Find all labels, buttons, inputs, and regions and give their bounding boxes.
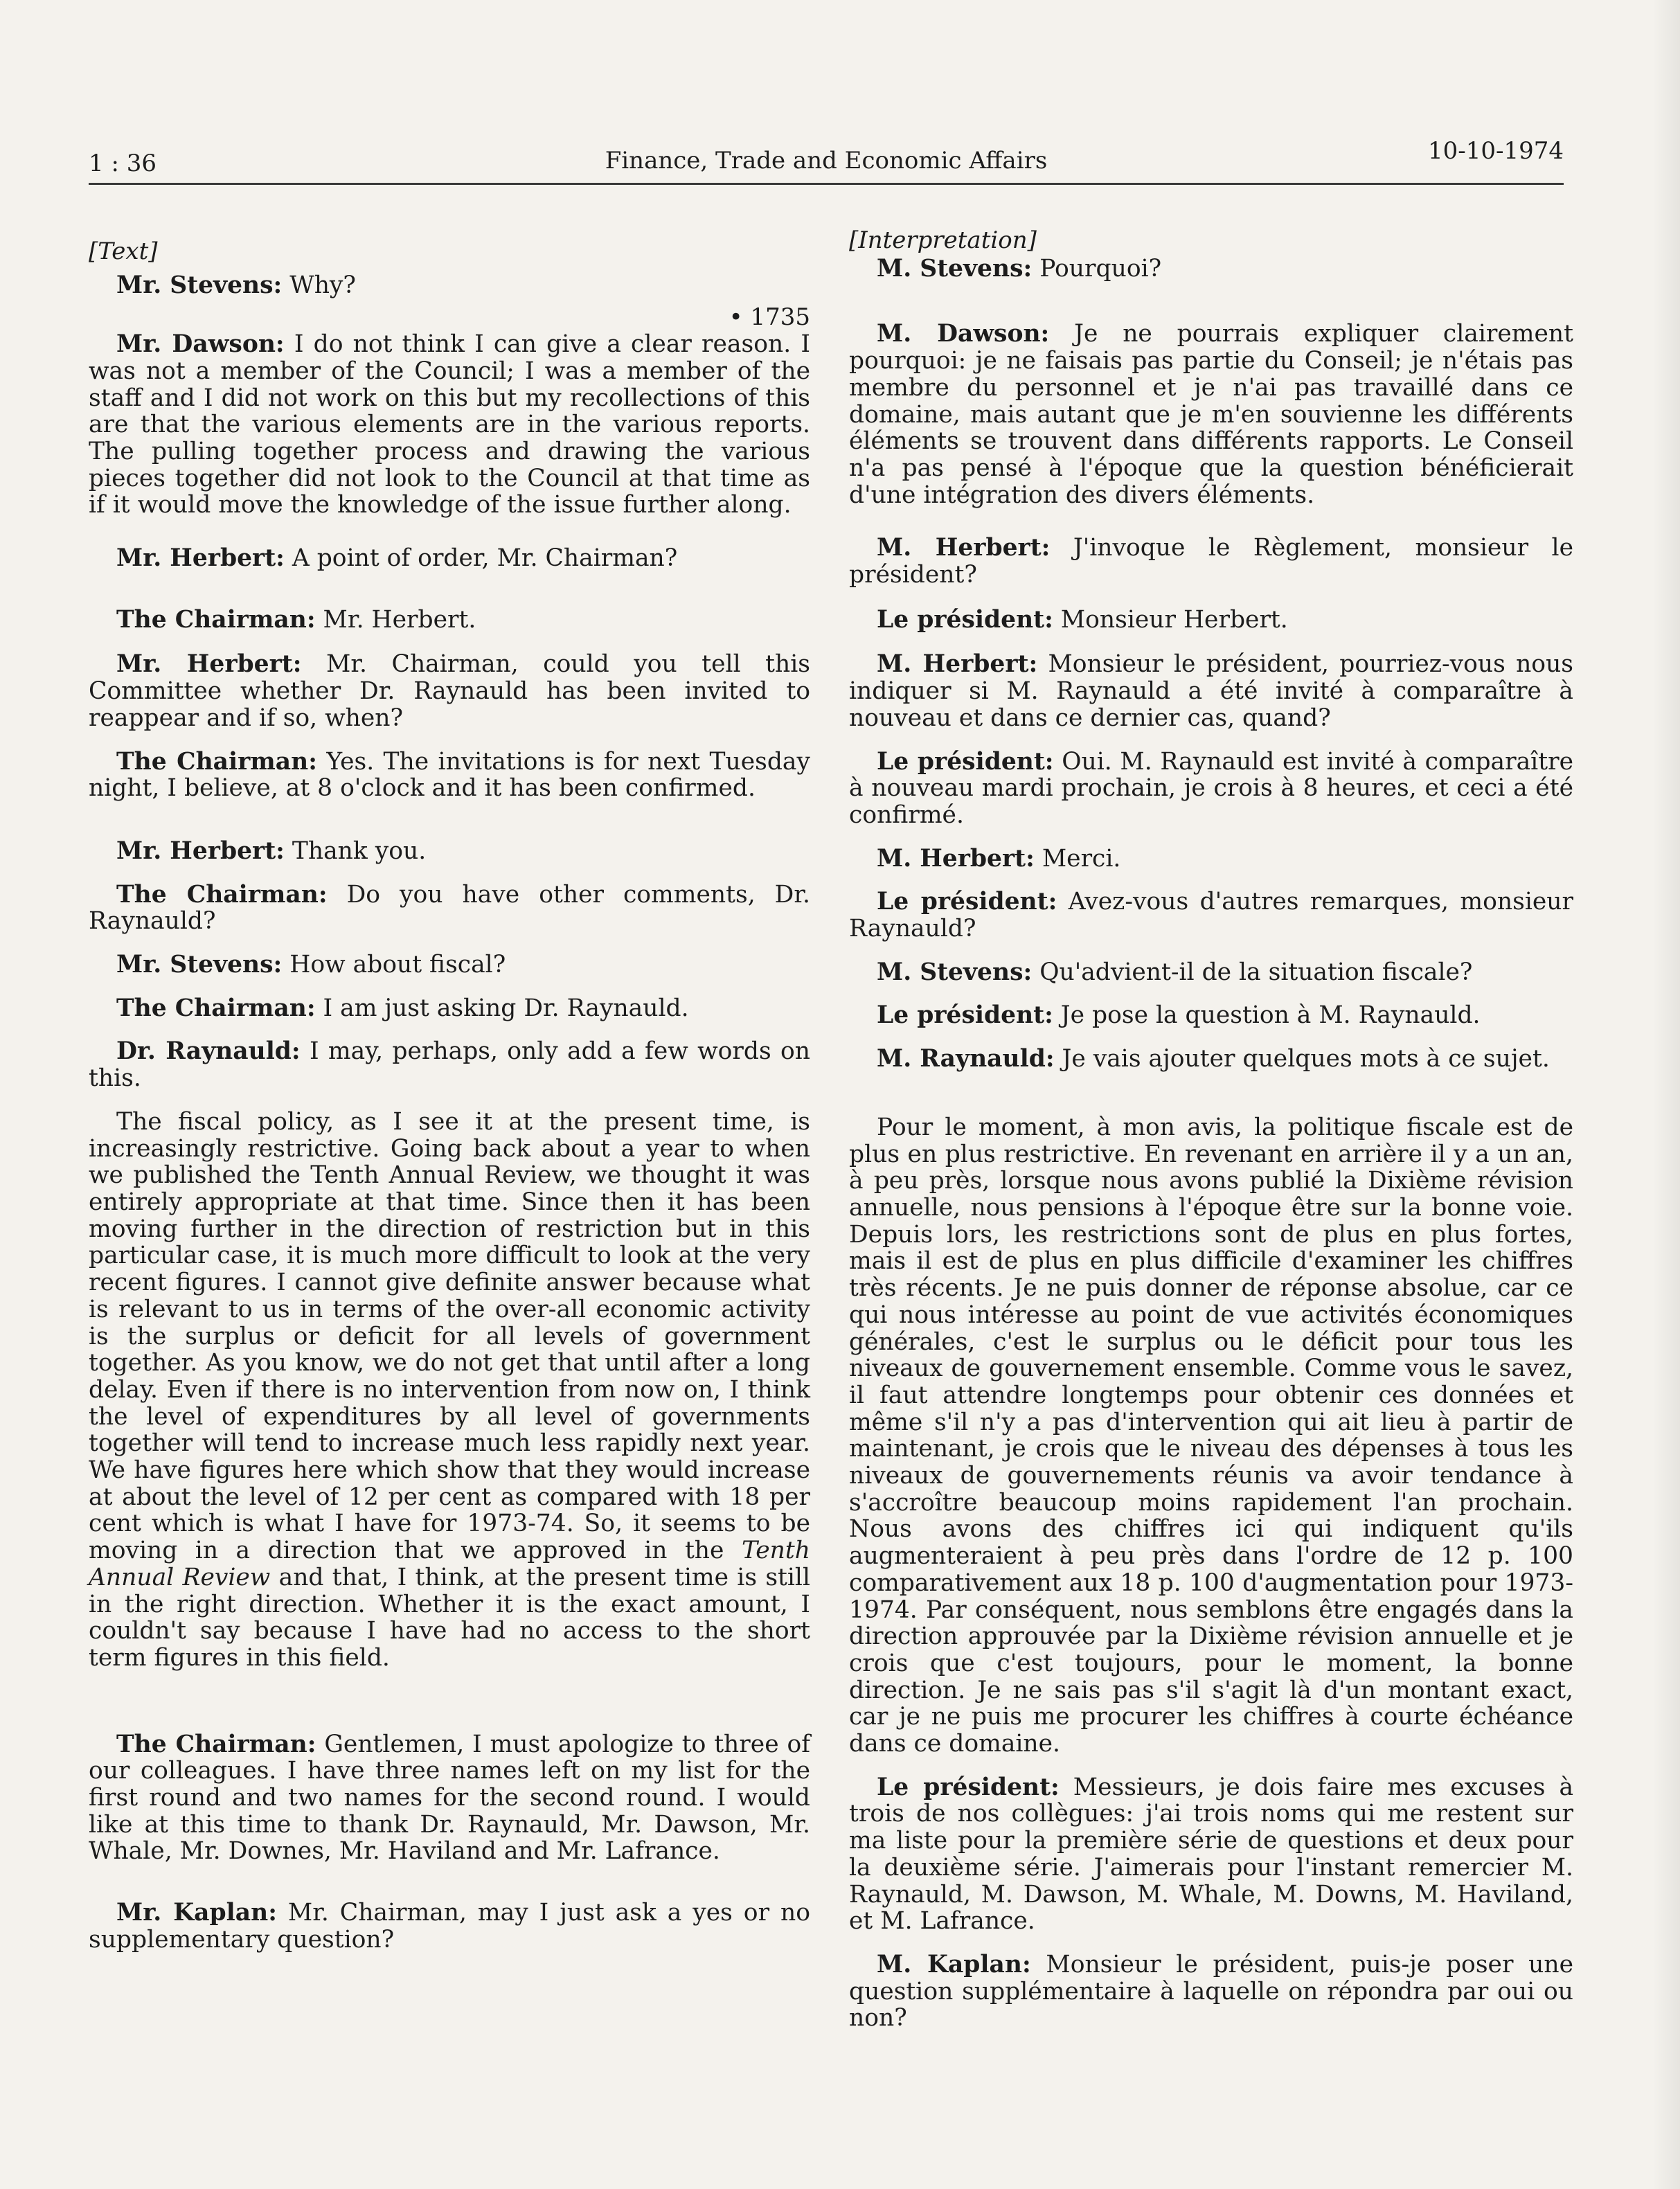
speech-text: Merci.: [1034, 844, 1121, 873]
speech-text: How about fiscal?: [282, 951, 506, 979]
speech-text: A point of order, Mr. Chairman?: [284, 544, 678, 573]
page-header: [89, 136, 1564, 185]
speech-text: Why?: [282, 271, 356, 299]
speaker-name: Le président:: [877, 747, 1054, 776]
header-date: 10-10-1974: [1427, 137, 1564, 165]
speaker-name: M. Dawson:: [877, 320, 1050, 348]
speech-paragraph: [89, 995, 810, 1022]
time-marker: • 1735: [729, 303, 810, 332]
speech-text: Messieurs, je dois faire mes excuses à trois de nos collègues: j'ai trois noms qui me restent sur ma liste pour la première série de questions et deux pour la deuxième série. J'aimerais pour l'instant remercier M. Raynauld, M. Dawson, M. Whale, M. Downs, M. Haviland, et M. Lafrance.: [849, 1773, 1574, 1936]
page-shadow: [1652, 0, 1680, 2189]
speech-paragraph: [89, 749, 810, 802]
speaker-name: Mr. Herbert:: [116, 544, 285, 573]
speech-paragraph: [89, 331, 810, 519]
speaker-name: The Chairman:: [116, 747, 317, 776]
speaker-name: M. Stevens:: [877, 958, 1033, 986]
speech-paragraph: [849, 959, 1573, 986]
speaker-name: Mr. Herbert:: [116, 837, 285, 865]
speech-text: I do not think I can give a clear reason. I was not a member of the Council; I was a member of the staff and I did not work on this but my recollections of this are that the various elements are in the various reports. The pulling together process and drawing the various pieces together did not look to the Council at that time as if it would move the knowledge of the issue further along.: [89, 330, 810, 519]
speech-text: Oui. M. Raynauld est invité à comparaître à nouveau mardi prochain, je crois à 8 heures, et ceci a été confirmé.: [849, 747, 1573, 829]
speech-text: Pourquoi?: [1032, 254, 1162, 283]
speech-text: Avez-vous d'autres remarques, monsieur Raynauld?: [849, 888, 1574, 943]
speaker-name: Mr. Stevens:: [116, 951, 283, 979]
speaker-name: M. Stevens:: [877, 254, 1033, 283]
speech-paragraph: [89, 1900, 810, 1953]
speaker-name: The Chairman:: [116, 1730, 316, 1758]
speech-paragraph: [849, 888, 1573, 942]
speech-text: Je ne pourrais expliquer clairement pourquoi: je ne faisais pas partie du Conseil; je n'étais pas membre du personnel et je n'ai pas travaillé dans ce domaine, mais autant que je m'en souvienne les différents éléments se trouvent dans différents rapports. Le Conseil n'a pas pensé à l'époque que la question bénéficierait d'une intégration des divers éléments.: [849, 320, 1573, 509]
speech-text: Mr. Herbert.: [315, 605, 476, 634]
speech-text: Monsieur le président, puis-je poser une question supplémentaire à laquelle on répondra par oui ou non?: [849, 1950, 1574, 2032]
speech-text: Do you have other comments, Dr. Raynauld?: [89, 880, 810, 936]
speaker-name: Mr. Dawson:: [116, 330, 285, 359]
speech-text: Mr. Chairman, may I just ask a yes or no supplementary question?: [89, 1899, 810, 1954]
speech-paragraph: [849, 749, 1573, 829]
running-title: Finance, Trade and Economic Affairs: [605, 147, 1048, 175]
speech-paragraph: [89, 838, 810, 865]
french-column: [849, 227, 1573, 2032]
speaker-name: Dr. Raynauld:: [116, 1037, 301, 1066]
speech-text: and that, I think, at the present time is still in the right direction. Whether it is the exact amount, I couldn't say because I have had no access to the short term figures in this field.: [89, 1563, 810, 1672]
speech-paragraph: [89, 1731, 810, 1866]
speech-text: Je pose la question à M. Raynauld.: [1053, 1001, 1481, 1030]
speech-paragraph: [89, 1109, 810, 1672]
speech-paragraph: [849, 1046, 1573, 1073]
speaker-name: The Chairman:: [116, 880, 328, 909]
publication-title: Tenth Annual Review: [89, 1537, 810, 1591]
speaker-name: Le président:: [877, 605, 1053, 634]
speech-text: I am just asking Dr. Raynauld.: [315, 994, 689, 1022]
speech-text: J'invoque le Règlement, monsieur le président?: [849, 534, 1574, 589]
speech-paragraph: [89, 882, 810, 935]
speech-paragraph: [89, 651, 810, 731]
speaker-name: M. Herbert:: [877, 534, 1051, 562]
interpretation-label: Interpretation: [858, 226, 1028, 254]
speaker-name: M. Kaplan:: [877, 1950, 1031, 1978]
speech-paragraph: [849, 1002, 1573, 1029]
speech-paragraph: [849, 846, 1573, 873]
speech-paragraph: [89, 1038, 810, 1091]
speech-text: Mr. Chairman, could you tell this Committee whether Dr. Raynauld has been invited to reappear and if so, when?: [89, 650, 810, 732]
speech-paragraph: [849, 607, 1573, 634]
speaker-name: The Chairman:: [116, 994, 316, 1022]
speech-text: I may, perhaps, only add a few words on this.: [89, 1037, 810, 1093]
speech-paragraph: [849, 651, 1573, 731]
interpretation-tag: [Interpretation]: [849, 226, 1037, 254]
speech-text: Monsieur Herbert.: [1053, 605, 1288, 634]
speaker-name: M. Raynauld:: [877, 1045, 1055, 1073]
speech-paragraph: [89, 951, 810, 979]
speaker-name: Mr. Stevens:: [116, 271, 283, 299]
speech-text: Qu'advient-il de la situation fiscale?: [1032, 958, 1473, 986]
speech-paragraph: [89, 607, 810, 634]
speech-paragraph: [849, 1114, 1573, 1758]
speech-paragraph: [89, 545, 810, 572]
speaker-name: Mr. Kaplan:: [116, 1899, 277, 1927]
speaker-name: M. Herbert:: [877, 650, 1038, 679]
speech-text: Yes. The invitations is for next Tuesday night, I believe, at 8 o'clock and it has been confirmed.: [89, 747, 810, 803]
speech-paragraph: [849, 535, 1573, 588]
speaker-name: Le président:: [877, 1001, 1053, 1030]
text-tag: [Text]: [89, 238, 158, 265]
speech-text: Pour le moment, à mon avis, la politique fiscale est de plus en plus restrictive. En revenant en arrière il y a un an, à peu près, lorsque nous avons publié la Dixième révision annuelle, nous pensions à l'époque être sur la bonne voie. Depuis lors, les restrictions sont de plus en plus fortes, mais il est de plus en plus difficile d'examiner les chiffres très récents. Je ne puis donner de réponse absolue, car ce qui nous intéresse au point de vue activités économiques générales, c'est le surplus ou le déficit pour tous les niveaux de gouvernement ensemble. Comme vous le savez, il faut attendre longtemps pour obtenir ces données et même s'il n'y a pas d'intervention qui ait lieu à partir de maintenant, je crois que le niveau des dépenses à tous les niveaux de gouvernements réunis va avoir tendance à s'accroître beaucoup moins rapidement l'an prochain. Nous avons des chiffres ici qui indiquent qu'ils augmenteraient à peu près dans l'ordre de 12 p. 100 comparativement aux 18 p. 100 d'augmentation pour 1973-1974. Par conséquent, nous semblons être engagés dans la direction approuvée par la Dixième révision annuelle et je crois que c'est toujours, pour le moment, la bonne direction. Je ne sais pas s'il s'agit là d'un montant exact, car je ne puis me procurer les chiffres à courte échéance dans ce domaine.: [849, 1113, 1573, 1758]
speech-text: Je vais ajouter quelques mots à ce sujet.: [1054, 1045, 1550, 1073]
speech-text: Gentlemen, I must apologize to three of our colleagues. I have three names left on my list for the first round and two names for the second round. I would like at this time to thank Dr. Raynauld, Mr. Dawson, Mr. Whale, Mr. Downes, Mr. Haviland and Mr. Lafrance.: [89, 1730, 811, 1866]
speaker-name: Le président:: [877, 1773, 1060, 1801]
page-number: 1 : 36: [89, 150, 157, 177]
speech-text: Thank you.: [284, 837, 427, 865]
speech-paragraph: [89, 272, 810, 299]
speaker-name: Mr. Herbert:: [116, 650, 302, 679]
speech-paragraph: [849, 321, 1573, 508]
speech-text: Monsieur le président, pourriez-vous nous indiquer si M. Raynauld a été invité à comparaître à nouveau et dans ce dernier cas, quand?: [849, 650, 1573, 732]
speech-paragraph: [849, 1774, 1573, 1935]
speaker-name: Le président:: [877, 888, 1057, 916]
speaker-name: M. Herbert:: [877, 844, 1035, 873]
english-column: [89, 238, 810, 1954]
speech-paragraph: [849, 1951, 1573, 2032]
speech-paragraph: [849, 256, 1573, 283]
speaker-name: The Chairman:: [116, 605, 316, 634]
speech-text: The fiscal policy, as I see it at the present time, is increasingly restrictive. Going back about a year to when we published the Tenth Annual Review, we thought it was entirely appropriate at that time. Since then it has been moving further in the direction of restriction but in this particular case, it is much more difficult to look at the very recent figures. I cannot give definite answer because what is relevant to us in terms of the over-all economic activity is the surplus or deficit for all levels of government together. As you know, we do not get that until after a long delay. Even if there is no intervention from now on, I think the level of expenditures by all level of governments together will tend to increase much less rapidly next year. We have figures here which show that they would increase at about the level of 12 per cent as compared with 18 per cent which is what I have for 1973-74. So, it seems to be moving in a direction that we approved in the: [89, 1107, 810, 1565]
